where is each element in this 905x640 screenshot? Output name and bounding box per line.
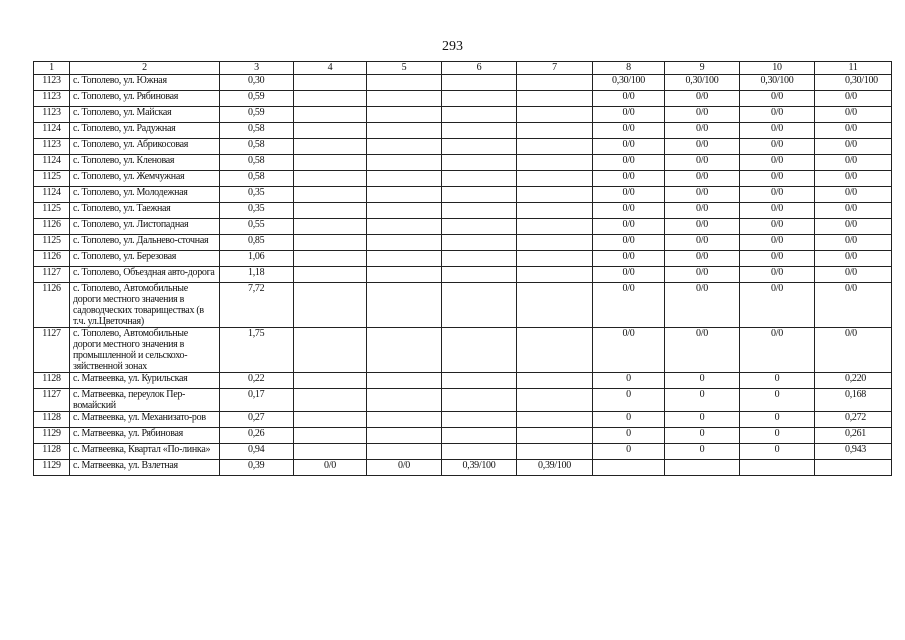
col-7-cell <box>517 328 593 373</box>
col-9-cell: 0/0 <box>665 267 740 283</box>
col-9-cell: 0/0 <box>665 283 740 328</box>
road-name-cell: с. Матвеевка, переулок Пер-вомайский <box>70 389 220 412</box>
col-10-cell: 0/0 <box>740 283 815 328</box>
road-name-cell: с. Тополево, ул. Листопадная <box>70 219 220 235</box>
road-table <box>33 61 892 476</box>
table-body <box>34 75 892 476</box>
col-11-cell: 0/0 <box>815 203 892 219</box>
col-8-cell: 0 <box>593 444 665 460</box>
col-8-cell: 0,30/100 <box>593 75 665 91</box>
table-row <box>34 328 892 373</box>
col-11-cell: 0,943 <box>815 444 892 460</box>
col-10-cell: 0/0 <box>740 251 815 267</box>
col-8-cell: 0/0 <box>593 203 665 219</box>
col-10-cell: 0/0 <box>740 139 815 155</box>
col-9-cell: 0 <box>665 412 740 428</box>
col-8-cell: 0/0 <box>593 187 665 203</box>
col-10-cell: 0/0 <box>740 155 815 171</box>
col-8-cell: 0/0 <box>593 328 665 373</box>
col-11-cell: 0/0 <box>815 235 892 251</box>
table-row <box>34 444 892 460</box>
col-8-cell: 0/0 <box>593 155 665 171</box>
col-6-cell <box>442 251 517 267</box>
col-4-cell <box>294 203 367 219</box>
col-4-cell <box>294 107 367 123</box>
col-7-cell <box>517 171 593 187</box>
col-4-cell <box>294 187 367 203</box>
column-header-7: 7 <box>517 62 593 75</box>
col-6-cell <box>442 328 517 373</box>
road-name-cell: с. Тополево, ул. Дальнево-сточная <box>70 235 220 251</box>
column-header-10: 10 <box>740 62 815 75</box>
column-header-11: 11 <box>815 62 892 75</box>
col-5-cell <box>367 91 442 107</box>
row-number-cell: 1128 <box>34 444 70 460</box>
col-8-cell: 0/0 <box>593 283 665 328</box>
col-11-cell: 0/0 <box>815 91 892 107</box>
table-row <box>34 155 892 171</box>
road-name-cell: с. Тополево, ул. Южная <box>70 75 220 91</box>
length-cell: 0,35 <box>220 187 294 203</box>
road-name-cell: с. Матвеевка, ул. Взлетная <box>70 460 220 476</box>
road-name-cell: с. Тополево, ул. Жемчужная <box>70 171 220 187</box>
col-9-cell: 0 <box>665 373 740 389</box>
table-row <box>34 171 892 187</box>
col-11-cell: 0/0 <box>815 123 892 139</box>
length-cell: 0,58 <box>220 171 294 187</box>
col-7-cell <box>517 444 593 460</box>
col-7-cell <box>517 412 593 428</box>
col-4-cell <box>294 389 367 412</box>
length-cell: 0,22 <box>220 373 294 389</box>
row-number-cell: 1124 <box>34 123 70 139</box>
length-cell: 1,75 <box>220 328 294 373</box>
table-row <box>34 283 892 328</box>
road-name-cell: с. Тополево, ул. Молодежная <box>70 187 220 203</box>
col-6-cell <box>442 75 517 91</box>
col-10-cell: 0,30/100 <box>740 75 815 91</box>
col-6-cell <box>442 389 517 412</box>
row-number-cell: 1129 <box>34 460 70 476</box>
col-7-cell <box>517 267 593 283</box>
col-5-cell <box>367 203 442 219</box>
length-cell: 0,59 <box>220 91 294 107</box>
col-7-cell <box>517 283 593 328</box>
col-4-cell <box>294 139 367 155</box>
length-cell: 0,94 <box>220 444 294 460</box>
road-name-cell: с. Матвеевка, ул. Рябиновая <box>70 428 220 444</box>
col-6-cell <box>442 219 517 235</box>
road-name-cell: с. Тополево, Объездная авто-дорога <box>70 267 220 283</box>
col-7-cell <box>517 123 593 139</box>
length-cell: 0,39 <box>220 460 294 476</box>
col-11-cell: 0/0 <box>815 171 892 187</box>
row-number-cell: 1128 <box>34 412 70 428</box>
col-6-cell <box>442 235 517 251</box>
col-7-cell <box>517 75 593 91</box>
row-number-cell: 1126 <box>34 251 70 267</box>
col-4-cell <box>294 412 367 428</box>
col-8-cell: 0/0 <box>593 123 665 139</box>
length-cell: 0,85 <box>220 235 294 251</box>
column-header-5: 5 <box>367 62 442 75</box>
road-name-cell: с. Матвеевка, ул. Курильская <box>70 373 220 389</box>
col-4-cell <box>294 75 367 91</box>
col-7-cell <box>517 139 593 155</box>
col-10-cell: 0/0 <box>740 328 815 373</box>
col-7-cell <box>517 251 593 267</box>
col-9-cell: 0 <box>665 389 740 412</box>
col-10-cell: 0 <box>740 444 815 460</box>
column-header-2: 2 <box>70 62 220 75</box>
table-row <box>34 267 892 283</box>
col-4-cell <box>294 373 367 389</box>
column-header-8: 8 <box>593 62 665 75</box>
col-6-cell <box>442 428 517 444</box>
length-cell: 0,58 <box>220 123 294 139</box>
col-9-cell: 0/0 <box>665 187 740 203</box>
col-11-cell: 0/0 <box>815 155 892 171</box>
col-11-cell: 0,220 <box>815 373 892 389</box>
length-cell: 0,30 <box>220 75 294 91</box>
col-11-cell: 0/0 <box>815 267 892 283</box>
col-6-cell <box>442 187 517 203</box>
col-10-cell: 0 <box>740 412 815 428</box>
col-5-cell <box>367 139 442 155</box>
col-5-cell <box>367 267 442 283</box>
col-10-cell: 0/0 <box>740 219 815 235</box>
col-5-cell <box>367 187 442 203</box>
col-5-cell <box>367 444 442 460</box>
row-number-cell: 1125 <box>34 171 70 187</box>
col-9-cell: 0,30/100 <box>665 75 740 91</box>
col-8-cell: 0 <box>593 373 665 389</box>
col-7-cell <box>517 107 593 123</box>
col-4-cell <box>294 219 367 235</box>
row-number-cell: 1127 <box>34 328 70 373</box>
col-11-cell: 0/0 <box>815 219 892 235</box>
col-11-cell: 0/0 <box>815 251 892 267</box>
col-10-cell: 0/0 <box>740 171 815 187</box>
road-name-cell: с. Матвеевка, ул. Механизато-ров <box>70 412 220 428</box>
table-row <box>34 251 892 267</box>
row-number-cell: 1123 <box>34 139 70 155</box>
col-9-cell <box>665 460 740 476</box>
col-8-cell: 0/0 <box>593 235 665 251</box>
column-header-3: 3 <box>220 62 294 75</box>
length-cell: 0,59 <box>220 107 294 123</box>
col-4-cell <box>294 283 367 328</box>
col-9-cell: 0/0 <box>665 91 740 107</box>
road-name-cell: с. Тополево, Автомобильные дороги местного значения в садоводческих товариществах (в т.ч. ул.Цветочная) <box>70 283 220 328</box>
col-7-cell <box>517 187 593 203</box>
col-7-cell <box>517 219 593 235</box>
row-number-cell: 1125 <box>34 235 70 251</box>
col-7-cell <box>517 155 593 171</box>
row-number-cell: 1126 <box>34 219 70 235</box>
col-6-cell <box>442 412 517 428</box>
col-4-cell <box>294 91 367 107</box>
col-9-cell: 0/0 <box>665 139 740 155</box>
col-8-cell: 0/0 <box>593 107 665 123</box>
row-number-cell: 1123 <box>34 107 70 123</box>
road-name-cell: с. Тополево, ул. Кленовая <box>70 155 220 171</box>
col-4-cell <box>294 267 367 283</box>
col-8-cell: 0/0 <box>593 219 665 235</box>
row-number-cell: 1127 <box>34 267 70 283</box>
col-5-cell <box>367 412 442 428</box>
length-cell: 7,72 <box>220 283 294 328</box>
length-cell: 0,17 <box>220 389 294 412</box>
col-8-cell: 0/0 <box>593 251 665 267</box>
col-4-cell <box>294 123 367 139</box>
row-number-cell: 1124 <box>34 187 70 203</box>
row-number-cell: 1125 <box>34 203 70 219</box>
col-8-cell <box>593 460 665 476</box>
col-11-cell: 0,272 <box>815 412 892 428</box>
col-9-cell: 0 <box>665 444 740 460</box>
col-6-cell <box>442 171 517 187</box>
col-7-cell <box>517 203 593 219</box>
col-4-cell <box>294 171 367 187</box>
col-10-cell: 0/0 <box>740 235 815 251</box>
col-10-cell: 0/0 <box>740 123 815 139</box>
col-7-cell: 0,39/100 <box>517 460 593 476</box>
length-cell: 0,55 <box>220 219 294 235</box>
table-row <box>34 389 892 412</box>
col-4-cell <box>294 328 367 373</box>
col-9-cell: 0/0 <box>665 235 740 251</box>
table-row <box>34 412 892 428</box>
col-7-cell <box>517 428 593 444</box>
col-8-cell: 0/0 <box>593 267 665 283</box>
col-9-cell: 0/0 <box>665 328 740 373</box>
col-9-cell: 0 <box>665 428 740 444</box>
col-5-cell <box>367 428 442 444</box>
table-row <box>34 235 892 251</box>
col-4-cell <box>294 251 367 267</box>
col-8-cell: 0 <box>593 428 665 444</box>
col-6-cell <box>442 444 517 460</box>
col-6-cell <box>442 123 517 139</box>
col-10-cell: 0/0 <box>740 187 815 203</box>
col-6-cell: 0,39/100 <box>442 460 517 476</box>
col-7-cell <box>517 235 593 251</box>
table-row <box>34 187 892 203</box>
row-number-cell: 1123 <box>34 75 70 91</box>
col-6-cell <box>442 267 517 283</box>
col-5-cell <box>367 171 442 187</box>
col-11-cell: 0/0 <box>815 187 892 203</box>
col-9-cell: 0/0 <box>665 171 740 187</box>
row-number-cell: 1127 <box>34 389 70 412</box>
col-4-cell <box>294 155 367 171</box>
road-name-cell: с. Тополево, ул. Майская <box>70 107 220 123</box>
col-11-cell: 0/0 <box>815 328 892 373</box>
col-9-cell: 0/0 <box>665 219 740 235</box>
col-5-cell <box>367 123 442 139</box>
length-cell: 0,27 <box>220 412 294 428</box>
col-6-cell <box>442 91 517 107</box>
page-number: 293 <box>442 39 463 54</box>
col-6-cell <box>442 373 517 389</box>
col-5-cell <box>367 373 442 389</box>
row-number-cell: 1128 <box>34 373 70 389</box>
col-5-cell <box>367 107 442 123</box>
length-cell: 1,06 <box>220 251 294 267</box>
column-header-9: 9 <box>665 62 740 75</box>
col-5-cell <box>367 251 442 267</box>
road-name-cell: с. Матвеевка, Квартал «По-линка» <box>70 444 220 460</box>
col-6-cell <box>442 203 517 219</box>
col-11-cell: 0,168 <box>815 389 892 412</box>
col-6-cell <box>442 139 517 155</box>
column-header-1: 1 <box>34 62 70 75</box>
col-5-cell <box>367 328 442 373</box>
table-row <box>34 460 892 476</box>
table-row <box>34 373 892 389</box>
col-5-cell <box>367 389 442 412</box>
col-4-cell <box>294 444 367 460</box>
header-row <box>34 62 892 75</box>
col-5-cell <box>367 235 442 251</box>
col-5-cell <box>367 283 442 328</box>
col-5-cell: 0/0 <box>367 460 442 476</box>
road-name-cell: с. Тополево, ул. Абрикосовая <box>70 139 220 155</box>
col-8-cell: 0/0 <box>593 171 665 187</box>
col-7-cell <box>517 389 593 412</box>
column-header-4: 4 <box>294 62 367 75</box>
col-10-cell: 0/0 <box>740 107 815 123</box>
col-7-cell <box>517 373 593 389</box>
col-8-cell: 0 <box>593 412 665 428</box>
col-11-cell: 0,261 <box>815 428 892 444</box>
col-10-cell: 0 <box>740 373 815 389</box>
length-cell: 0,58 <box>220 155 294 171</box>
col-8-cell: 0/0 <box>593 91 665 107</box>
col-11-cell <box>815 460 892 476</box>
col-8-cell: 0/0 <box>593 139 665 155</box>
road-name-cell: с. Тополево, ул. Березовая <box>70 251 220 267</box>
col-10-cell: 0 <box>740 428 815 444</box>
length-cell: 0,26 <box>220 428 294 444</box>
table-row <box>34 123 892 139</box>
col-8-cell: 0 <box>593 389 665 412</box>
col-11-cell: 0,30/100 <box>815 75 892 91</box>
table-row <box>34 219 892 235</box>
col-5-cell <box>367 219 442 235</box>
col-9-cell: 0/0 <box>665 251 740 267</box>
length-cell: 0,35 <box>220 203 294 219</box>
row-number-cell: 1124 <box>34 155 70 171</box>
col-10-cell: 0/0 <box>740 203 815 219</box>
table-row <box>34 428 892 444</box>
col-10-cell: 0/0 <box>740 91 815 107</box>
col-4-cell: 0/0 <box>294 460 367 476</box>
row-number-cell: 1129 <box>34 428 70 444</box>
road-name-cell: с. Тополево, ул. Радужная <box>70 123 220 139</box>
column-header-6: 6 <box>442 62 517 75</box>
road-name-cell: с. Тополево, ул. Таежная <box>70 203 220 219</box>
col-5-cell <box>367 75 442 91</box>
length-cell: 1,18 <box>220 267 294 283</box>
col-6-cell <box>442 107 517 123</box>
table-row <box>34 107 892 123</box>
col-9-cell: 0/0 <box>665 155 740 171</box>
row-number-cell: 1126 <box>34 283 70 328</box>
length-cell: 0,58 <box>220 139 294 155</box>
table-row <box>34 203 892 219</box>
col-9-cell: 0/0 <box>665 123 740 139</box>
col-4-cell <box>294 428 367 444</box>
col-11-cell: 0/0 <box>815 139 892 155</box>
col-5-cell <box>367 155 442 171</box>
table-row <box>34 75 892 91</box>
col-11-cell: 0/0 <box>815 107 892 123</box>
col-10-cell: 0/0 <box>740 267 815 283</box>
row-number-cell: 1123 <box>34 91 70 107</box>
road-name-cell: с. Тополево, Автомобильные дороги местного значения в промышленной и сельскохо-зяйственной зонах <box>70 328 220 373</box>
col-6-cell <box>442 155 517 171</box>
col-6-cell <box>442 283 517 328</box>
table-row <box>34 139 892 155</box>
road-name-cell: с. Тополево, ул. Рябиновая <box>70 91 220 107</box>
col-10-cell <box>740 460 815 476</box>
col-4-cell <box>294 235 367 251</box>
col-11-cell: 0/0 <box>815 283 892 328</box>
col-9-cell: 0/0 <box>665 107 740 123</box>
col-7-cell <box>517 91 593 107</box>
col-9-cell: 0/0 <box>665 203 740 219</box>
col-10-cell: 0 <box>740 389 815 412</box>
table-row <box>34 91 892 107</box>
